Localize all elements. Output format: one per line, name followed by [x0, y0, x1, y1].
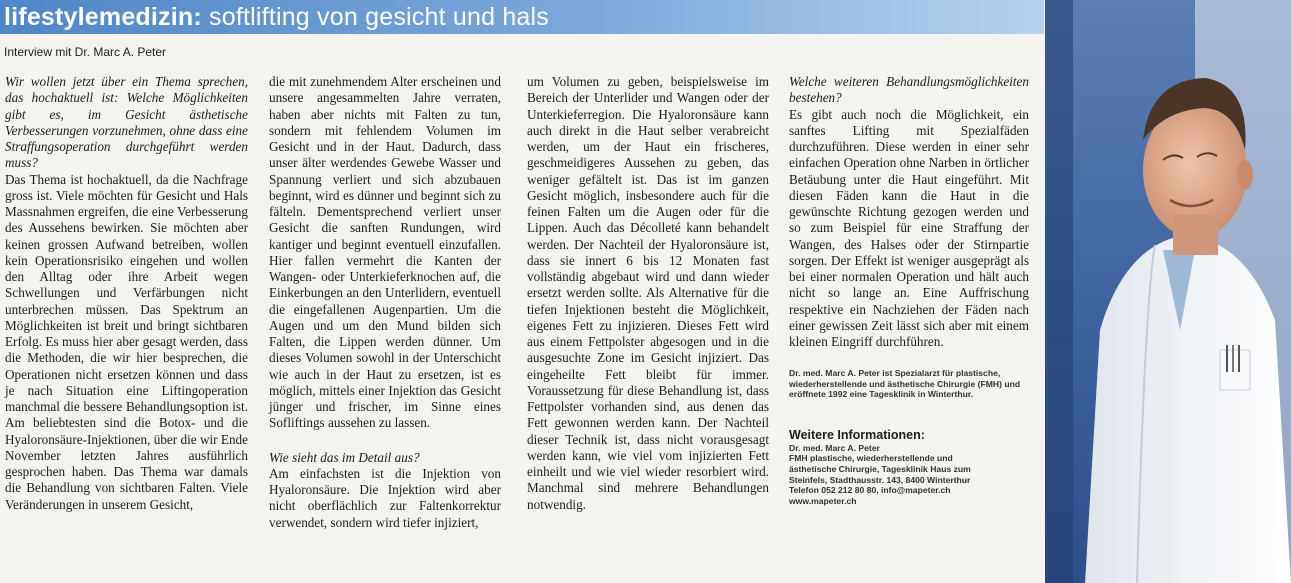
- title-topic: softlifting von gesicht und hals: [201, 3, 549, 31]
- text-column-1: [5, 74, 248, 513]
- info-heading: Weitere Informationen:: [789, 427, 925, 442]
- question-2: Wie sieht das im Detail aus?: [269, 449, 420, 465]
- author-bio: Dr. med. Marc A. Peter ist Spezialarzt für plastische, wiederherstellende und ästhetische Chirurgie (FMH) und eröffnete 1992 eine Tagesklinik in Winterthur.: [789, 368, 1021, 400]
- text-column-2: [269, 74, 501, 531]
- text-column-4: [789, 74, 1029, 506]
- contact-clinic: ästhetische Chirurgie, Tagesklinik Haus zum: [789, 463, 971, 474]
- text-column-3: [527, 74, 769, 513]
- answer-1: Das Thema ist hochaktuell, da die Nachfrage gross ist. Viele möchten für Gesicht und Hals Massnahmen ergreifen, die eine Verbesserung des Aussehens bewirken. Sie möchten aber keinen grossen Aufwand betreiben, wollen kein Operationsrisiko eingehen und wollen den Alltag oder ihre Arbeit wegen Schwellungen und Verfärbungen nicht unterbrechen müssen. Das Spektrum an Möglichkeiten ist breit und bringt sichtbaren Erfolg. Es muss hier aber gesagt werden, dass die Methoden, die wir hier besprechen, die Operationen nicht ersetzen können und dass je nach Situation eine Liftingoperation manchmal die bessere Behandlungsoption ist. Am beliebtesten sind die Botox- und die Hyaloronsäure-Injektionen, über die wir Ende November letzten Jahres ausführlich gesprochen haben. Das Thema war damals die Behandlung von sichtbaren Falten. Viele Veränderungen in unserem Gesicht,: [5, 171, 248, 512]
- contact-name: Dr. med. Marc A. Peter: [789, 442, 880, 453]
- contact-address: Steinfels, Stadthausstr. 143, 8400 Winterthur: [789, 474, 971, 485]
- contact-title: FMH plastische, wiederherstellende und: [789, 453, 953, 464]
- contact-info: [789, 443, 1029, 507]
- interview-subtitle: Interview mit Dr. Marc A. Peter: [4, 45, 167, 59]
- title-category: lifestylemedizin:: [4, 3, 202, 31]
- question-3: Welche weiteren Behandlungsmöglichkeiten bestehen?: [789, 74, 1029, 106]
- contact-website: www.mapeter.ch: [789, 495, 857, 506]
- doctor-portrait-photo: [1045, 0, 1291, 583]
- question-1: Wir wollen jetzt über ein Thema sprechen, das hochaktuell ist: Welche Möglichkeiten gibt es, im Gesicht ästhetische Verbesserungen vorzunehmen, ohne dass eine Straffungsoperation durchgeführt werden muss?: [5, 74, 248, 171]
- answer-2-continued: um Volumen zu geben, beispielsweise im Bereich der Unterlider und Wangen oder der Unterkieferregion. Die Hyaloronsäure kann auch direkt in die Haut selber verabreicht werden, um der Haut ein frischeres, geschmeidigeres Aussehen zu geben, das weniger gefältelt ist. Das ist im ganzen Gesicht möglich, insbesondere auch für die feinen Falten um die Augen oder für die Lippen. Auch das Décolleté kann behandelt werden. Der Nachteil der Hyaloronsäure ist, dass sie innert 6 bis 12 Monaten fast vollständig abgebaut wird und dann wieder ersetzt werden sollte. Als Alternative für die tiefen Injektionen besteht die Möglichkeit, eigenes Fett zu injizieren. Dieses Fett wird aus einem Fettpolster abgesogen und in die ausgesuchte Zone im Gesicht injiziert. Das eingeheilte Fett bleibt für immer. Voraussetzung für diese Behandlung ist, dass Fettpolster vorhanden sind, aus denen das Fett gewonnen werden kann. Der Nachteil dieser Technik ist, dass nicht vorausgesagt werden kann, wie viel vom injizierten Fett einheilt und wie viel wieder resorbiert wird. Manchmal sind mehrere Behandlungen notwendig.: [527, 74, 769, 512]
- contact-phone-email: Telefon 052 212 80 80, info@mapeter.ch: [789, 485, 951, 496]
- answer-3: Es gibt auch noch die Möglichkeit, ein sanftes Lifting mit Spezialfäden durchzuführen. Diese werden in einer sehr einfachen Operation ohne Narben in örtlicher Betäubung unter die Haut eingeführt. Mit diesen Fäden kann die Haut in die gewünschte Richtung gezogen werden und so zum Beispiel für eine Straffung der Wangen, des Halses oder der Stirnpartie sorgen. Der Effekt ist weniger ausgeprägt als bei einer normalen Operation und hält auch nicht so lange an. Eine Auffrischung respektive ein Nachziehen der Fäden nach einer gewissen Zeit lässt sich aber mit einem kleinen Eingriff durchführen.: [789, 106, 1029, 349]
- answer-1-continued: die mit zunehmendem Alter erscheinen und unsere angesammelten Jahre verraten, haben aber nichts mit Falten zu tun, sondern mit fehlendem Volumen im Gesicht und in der Haut. Dadurch, dass unser älter werdendes Gewebe Wasser und Spannung verliert und sich abzubauen beginnt, wird es dünner und beginnt sich zu fälteln. Dementsprechend verliert unser Gesicht die sanften Rundungen, wird kantiger und beginnt eventuell einzufallen. Hier fallen vermehrt die Kanten der Wangen- oder Unterkieferknochen auf, die Einkerbungen an den Unterlidern, eventuell die eingefallenen Augenpartien. Um die Augen und um den Mund bilden sich Falten, die Lippen werden dünner. Um dieses Volumen sowohl in der Unterschicht wie auch in der Haut zu ersetzen, ist es möglich, mittels einer Injektion das Gesicht jünger und frischer, im Sinne eines Sofliftings aussehen zu lassen.: [269, 74, 501, 431]
- portrait-illustration: [1045, 0, 1291, 583]
- answer-2: Am einfachsten ist die Injektion von Hyaloronsäure. Die Injektion wird aber nicht oberflächlich zur Faltenkorrektur verwendet, sondern wird tiefer injiziert,: [269, 465, 501, 530]
- page-title: [4, 2, 549, 32]
